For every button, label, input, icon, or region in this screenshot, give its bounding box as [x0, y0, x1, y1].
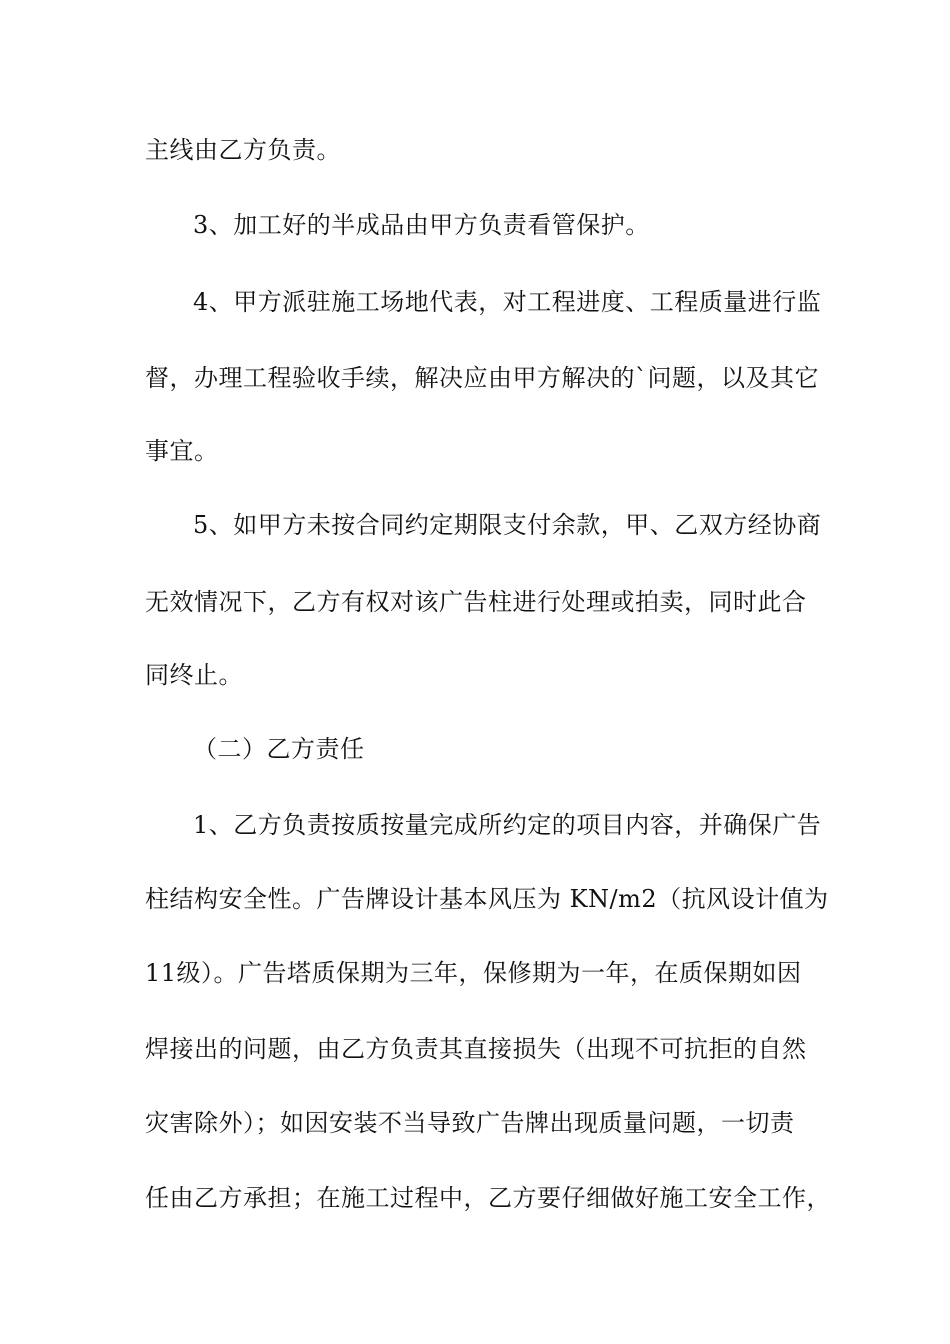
text-line: 5、如甲方未按合同约定期限支付余款，甲、乙双方经协商 — [193, 511, 822, 539]
text-line: 同终止。 — [145, 661, 243, 689]
text-line: 3、加工好的半成品由甲方负责看管保护。 — [193, 211, 650, 239]
text-line: 焊接出的问题，由乙方负责其直接损失（出现不可抗拒的自然 — [145, 1035, 807, 1063]
text-line: 4、甲方派驻施工场地代表，对工程进度、工程质量进行监 — [193, 288, 822, 316]
section-heading: （二）乙方责任 — [193, 735, 365, 763]
text-line: 无效情况下，乙方有权对该广告柱进行处理或拍卖，同时此合 — [145, 588, 807, 616]
text-line: 督，办理工程验收手续，解决应由甲方解决的`问题，以及其它 — [145, 364, 819, 392]
text-line: 事宜。 — [145, 437, 219, 465]
text-line: 1、乙方负责按质按量完成所约定的项目内容，并确保广告 — [193, 811, 822, 839]
text-line: 11级）。广告塔质保期为三年，保修期为一年，在质保期如因 — [145, 959, 802, 987]
text-line: 灾害除外）；如因安装不当导致广告牌出现质量问题，一切责 — [145, 1109, 795, 1137]
text-line: 任由乙方承担；在施工过程中，乙方要仔细做好施工安全工作， — [145, 1184, 831, 1212]
text-line: 柱结构安全性。广告牌设计基本风压为 KN/m2（抗风设计值为 — [145, 885, 829, 913]
text-line: 主线由乙方负责。 — [145, 136, 341, 164]
